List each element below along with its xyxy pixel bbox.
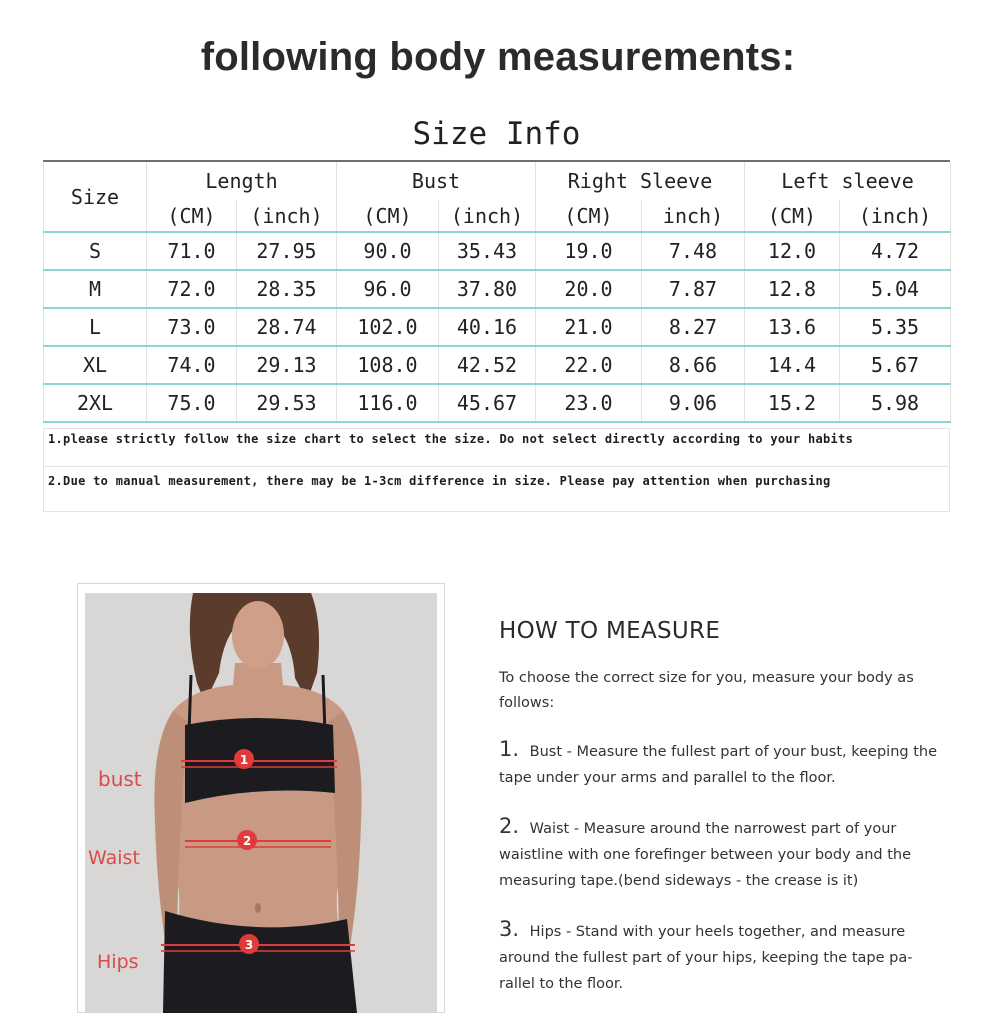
page-heading bbox=[0, 0, 996, 86]
table-cell: 21.0 bbox=[536, 308, 642, 346]
heading-line-2: following body measurements: bbox=[200, 35, 796, 79]
size-table bbox=[43, 162, 951, 423]
table-cell: 28.35 bbox=[237, 270, 337, 308]
table-cell: 4.72 bbox=[840, 232, 951, 270]
table-cell: 45.67 bbox=[439, 384, 536, 422]
how-to-measure-intro: To choose the correct size for you, measure your body as follows: bbox=[499, 670, 914, 711]
table-cell: 90.0 bbox=[337, 232, 439, 270]
size-info-title: Size Info bbox=[412, 116, 581, 152]
table-cell: 73.0 bbox=[147, 308, 237, 346]
step-number: 3. bbox=[499, 917, 520, 941]
table-cell: 19.0 bbox=[536, 232, 642, 270]
table-row bbox=[44, 270, 951, 308]
table-cell: 8.27 bbox=[642, 308, 745, 346]
step-text: Bust - Measure the fullest part of your bust, keeping the tape under your arms and parallel to the floor. bbox=[499, 744, 937, 786]
unit-header: inch) bbox=[642, 200, 745, 232]
table-cell: 12.8 bbox=[745, 270, 840, 308]
unit-header: (inch) bbox=[237, 200, 337, 232]
table-cell: 13.6 bbox=[745, 308, 840, 346]
size-column-header: Size bbox=[44, 162, 147, 232]
table-row bbox=[44, 232, 951, 270]
table-cell: 22.0 bbox=[536, 346, 642, 384]
group-header-left-sleeve: Left sleeve bbox=[745, 162, 951, 200]
group-header-right-sleeve: Right Sleeve bbox=[536, 162, 745, 200]
table-cell: 72.0 bbox=[147, 270, 237, 308]
table-cell: 8.66 bbox=[642, 346, 745, 384]
measurement-photo-frame bbox=[77, 583, 445, 1013]
table-cell: 96.0 bbox=[337, 270, 439, 308]
size-cell: S bbox=[44, 232, 147, 270]
table-cell: 75.0 bbox=[147, 384, 237, 422]
table-cell: 15.2 bbox=[745, 384, 840, 422]
group-header-bust: Bust bbox=[337, 162, 536, 200]
table-cell: 27.95 bbox=[237, 232, 337, 270]
table-cell: 29.53 bbox=[237, 384, 337, 422]
size-cell: M bbox=[44, 270, 147, 308]
table-row bbox=[44, 308, 951, 346]
model-illustration bbox=[85, 593, 437, 1013]
marker-3: 3 bbox=[244, 938, 254, 952]
hips-label: Hips bbox=[97, 951, 139, 973]
table-cell: 42.52 bbox=[439, 346, 536, 384]
step-number: 1. bbox=[499, 737, 520, 761]
table-cell: 35.43 bbox=[439, 232, 536, 270]
table-cell: 29.13 bbox=[237, 346, 337, 384]
bust-label: bust bbox=[98, 767, 142, 791]
table-cell: 12.0 bbox=[745, 232, 840, 270]
table-cell: 37.80 bbox=[439, 270, 536, 308]
step-text: Hips - Stand with your heels together, and measure around the fullest part of your hips, keeping the tape pa-rallel to the floor. bbox=[499, 924, 913, 992]
table-cell: 5.35 bbox=[840, 308, 951, 346]
table-cell: 7.87 bbox=[642, 270, 745, 308]
measure-step-hips bbox=[499, 916, 939, 997]
unit-header: (inch) bbox=[439, 200, 536, 232]
table-cell: 28.74 bbox=[237, 308, 337, 346]
size-note-1: 1.please strictly follow the size chart to select the size. Do not select directly according to your habits bbox=[43, 428, 950, 466]
unit-header: (CM) bbox=[745, 200, 840, 232]
how-to-measure-section bbox=[499, 618, 939, 1019]
unit-header: (CM) bbox=[337, 200, 439, 232]
table-cell: 5.04 bbox=[840, 270, 951, 308]
size-cell: L bbox=[44, 308, 147, 346]
table-cell: 20.0 bbox=[536, 270, 642, 308]
table-cell: 102.0 bbox=[337, 308, 439, 346]
marker-1: 1 bbox=[239, 753, 249, 767]
size-cell: 2XL bbox=[44, 384, 147, 422]
table-cell: 40.16 bbox=[439, 308, 536, 346]
table-cell: 23.0 bbox=[536, 384, 642, 422]
table-row bbox=[44, 384, 951, 422]
table-cell: 116.0 bbox=[337, 384, 439, 422]
table-cell: 14.4 bbox=[745, 346, 840, 384]
how-to-measure-title: HOW TO MEASURE bbox=[499, 618, 721, 644]
unit-header: (CM) bbox=[536, 200, 642, 232]
group-header-length: Length bbox=[147, 162, 337, 200]
marker-2: 2 bbox=[242, 834, 252, 848]
table-cell: 7.48 bbox=[642, 232, 745, 270]
waist-label: Waist bbox=[88, 847, 140, 869]
step-number: 2. bbox=[499, 814, 520, 838]
measure-step-waist bbox=[499, 813, 939, 894]
step-text: Waist - Measure around the narrowest part of your waistline with one forefinger between your body and the measuring tape.(bend sideways - the crease is it) bbox=[499, 821, 911, 889]
table-cell: 9.06 bbox=[642, 384, 745, 422]
table-cell: 5.98 bbox=[840, 384, 951, 422]
table-cell: 74.0 bbox=[147, 346, 237, 384]
table-cell: 108.0 bbox=[337, 346, 439, 384]
unit-header: (inch) bbox=[840, 200, 951, 232]
unit-header: (CM) bbox=[147, 200, 237, 232]
table-cell: 71.0 bbox=[147, 232, 237, 270]
size-info-panel bbox=[43, 110, 950, 512]
table-cell: 5.67 bbox=[840, 346, 951, 384]
table-row bbox=[44, 346, 951, 384]
model-photo bbox=[85, 593, 437, 1013]
measure-step-bust bbox=[499, 736, 939, 791]
size-note-2: 2.Due to manual measurement, there may be 1-3cm difference in size. Please pay attention when purchasing bbox=[43, 466, 950, 512]
size-cell: XL bbox=[44, 346, 147, 384]
